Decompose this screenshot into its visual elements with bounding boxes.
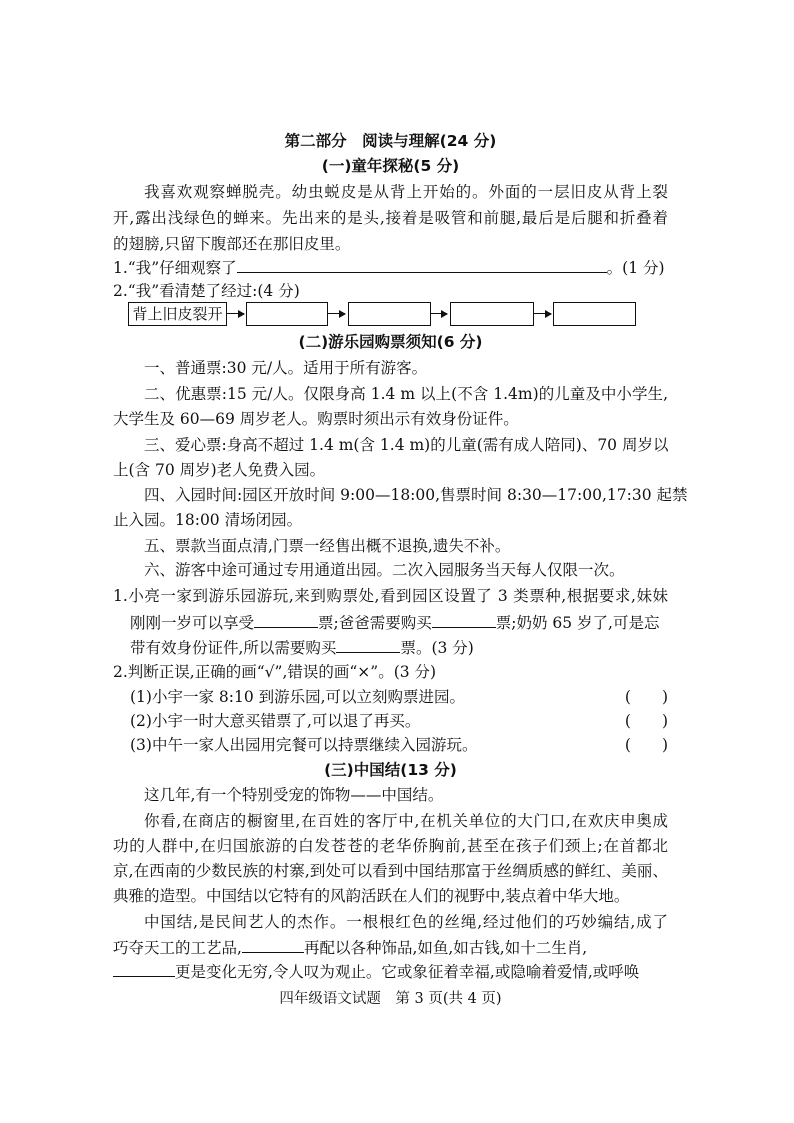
section-title-3: (三)中国结(13 分) [324,761,457,779]
judgement-item [130,708,668,734]
part-title: 第二部分 阅读与理解(24 分) [284,132,497,150]
notice-line: 四、入园时间:园区开放时间 9:00—18:00,售票时间 8:30—17:00,17:30 起禁 [144,486,688,504]
answer-paren[interactable]: ( ) [624,712,668,730]
flow-box-blank[interactable] [246,302,328,326]
flow-box-start: 背上旧皮裂开 [128,302,227,326]
judgement-text: (1)小宇一家 8:10 到游乐园,可以立刻购票进园。 [130,688,466,706]
answer-blank[interactable] [336,634,400,653]
passage-line: 开,露出浅绿色的蝉来。先出来的是头,接着是吸管和前腿,最后是后腿和折叠着 [113,209,668,227]
passage-line [113,934,668,960]
judgement-item [130,732,668,758]
passage-text: 再配以各种饰品,如鱼,如古钱,如十二生肖, [303,939,588,957]
question-text: 1.“我”仔细观察了 [113,259,237,277]
flow-box-blank[interactable] [450,302,534,326]
question-2-2: 2.判断正误,正确的画“√”,错误的画“×”。(3 分) [113,663,437,681]
question-text: 刚刚一岁可以享受 [130,614,255,632]
answer-paren[interactable]: ( ) [624,736,668,754]
question-score: 。(1 分) [606,259,665,277]
question-text: 带有效身份证件,所以需要购买 [130,639,337,657]
question-text: 票;爸爸需要购买 [318,614,432,632]
passage-line: 这几年,有一个特别受宠的饰物——中国结。 [144,786,444,804]
arrow-icon [534,313,551,314]
passage-line: 的翅膀,只留下腹部还在那旧皮里。 [113,235,351,253]
question-2-1: 1.小亮一家到游乐园游玩,来到购票处,看到园区设置了 3 类票种,根据要求,妹妹 [113,587,668,605]
passage-line: 我喜欢观察蝉脱壳。幼虫蜕皮是从背上开始的。外面的一层旧皮从背上裂 [144,183,668,201]
notice-line: 三、爱心票:身高不超过 1.4 m(含 1.4 m)的儿童(需有成人陪同)、70 周岁以 [144,436,669,454]
answer-blank[interactable] [254,609,318,628]
page-footer: 四年级语文试题 第 3 页(共 4 页) [279,991,502,1007]
passage-line: 京,在西南的少数民族的村寨,到处可以看到中国结那富于丝绸质感的鲜红、美丽、 [113,862,668,880]
flow-box-blank[interactable] [348,302,431,326]
section-title-1: (一)童年探秘(5 分) [321,157,460,175]
question-text: 票;奶奶 65 岁了,可是忘 [495,614,660,632]
answer-blank[interactable] [237,254,607,273]
section-title-2: (二)游乐园购票须知(6 分) [298,333,483,351]
question-2-1-cont [130,609,668,635]
arrow-icon [328,313,345,314]
question-1-1 [113,254,668,280]
notice-line: 止入园。18:00 清场闭园。 [113,511,303,529]
question-text: 票。(3 分) [400,639,474,657]
notice-line: 六、游客中途可通过专用通道出园。二次入园服务当天每人仅限一次。 [144,561,625,579]
question-1-2: 2.“我”看清楚了经过:(4 分) [113,282,300,300]
answer-paren[interactable]: ( ) [624,688,668,706]
answer-blank[interactable] [113,958,175,977]
passage-line: 中国结,是民间艺人的杰作。一根根红色的丝绳,经过他们的巧妙编结,成了 [144,913,668,931]
passage-text: 巧夺天工的工艺品, [113,939,242,957]
passage-line: 典雅的造型。中国结以它特有的风韵活跃在人们的视野中,装点着中华大地。 [113,887,630,905]
arrow-icon [431,313,447,314]
passage-text: 更是变化无穷,令人叹为观止。它或象征着幸福,或隐喻着爱情,或呼唤 [175,963,640,981]
answer-blank[interactable] [432,609,496,628]
notice-line: 二、优惠票:15 元/人。仅限身高 1.4 m 以上(不含 1.4m)的儿童及中小学生, [144,385,668,403]
flow-box-blank[interactable] [553,302,636,326]
judgement-text: (2)小宇一时大意买错票了,可以退了再买。 [130,712,421,730]
notice-line: 上(含 70 周岁)老人免费入园。 [113,461,326,479]
notice-line: 一、普通票:30 元/人。适用于所有游客。 [144,359,428,377]
notice-line: 大学生及 60—69 周岁老人。购票时须出示有效身份证件。 [113,410,519,428]
arrow-icon [227,313,244,314]
question-2-1-cont [130,634,668,660]
passage-line [113,958,668,984]
passage-line: 你看,在商店的橱窗里,在百姓的客厅中,在机关单位的大门口,在欢庆申奥成 [144,812,668,830]
passage-line: 功的人群中,在归国旅游的白发苍苍的老华侨胸前,甚至在孩子们颈上;在首都北 [113,837,668,855]
judgement-item [130,684,668,710]
answer-blank[interactable] [242,934,304,953]
judgement-text: (3)中午一家人出园用完餐可以持票继续入园游玩。 [130,736,478,754]
notice-line: 五、票款当面点清,门票一经售出概不退换,遗失不补。 [144,537,511,555]
